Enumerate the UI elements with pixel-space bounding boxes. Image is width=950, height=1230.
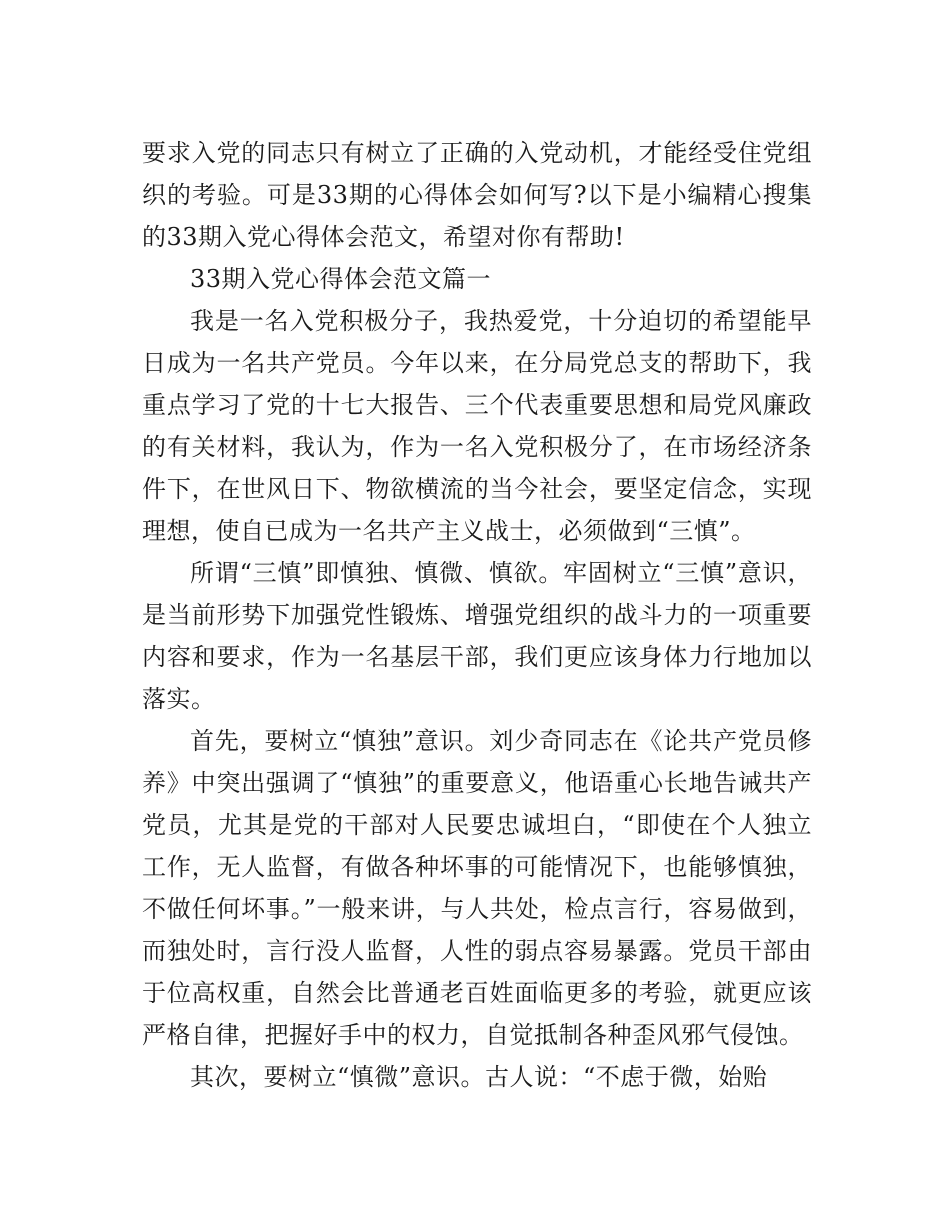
body-paragraph: 首先，要树立“慎独”意识。刘少奇同志在《论共产党员修养》中突出强调了“慎独”的重要意义，他语重心长地告诫共产党员，尤其是党的干部对人民要忠诚坦白，“即使在个人独立工作，无人监督，有做各种坏事的可能情况下，也能够慎独，不做任何坏事。”一般来讲，与人共处，检点言行，容易做到，而独处时，言行没人监督，人性的弱点容易暴露。党员干部由于位高权重，自然会比普通老百姓面临更多的考验，就更应该严格自律，把握好手中的权力，自觉抵制各种歪风邪气侵蚀。 bbox=[142, 727, 812, 1049]
intro-paragraph: 要求入党的同志只有树立了正确的入党动机，才能经受住党组织的考验。可是33期的心得体会如何写?以下是小编精心搜集的33期入党心得体会范文，希望对你有帮助! bbox=[142, 139, 812, 251]
document-body bbox=[142, 132, 812, 1098]
body-paragraph: 我是一名入党积极分子，我热爱党，十分迫切的希望能早日成为一名共产党员。今年以来，在分局党总支的帮助下，我重点学习了党的十七大报告、三个代表重要思想和局党风廉政的有关材料，我认为，作为一名入党积极分了，在市场经济条件下，在世风日下、物欲横流的当今社会，要坚定信念，实现理想，使自已成为一名共产主义战士，必须做到“三慎”。 bbox=[142, 307, 812, 545]
section-heading: 33期入党心得体会范文篇一 bbox=[190, 265, 492, 293]
body-paragraph: 其次，要树立“慎微”意识。古人说：“不虑于微，始贻 bbox=[190, 1063, 768, 1091]
body-paragraph: 所谓“三慎”即慎独、慎微、慎欲。牢固树立“三慎”意识，是当前形势下加强党性锻炼、增强党组织的战斗力的一项重要内容和要求，作为一名基层干部，我们更应该身体力行地加以落实。 bbox=[142, 559, 812, 713]
